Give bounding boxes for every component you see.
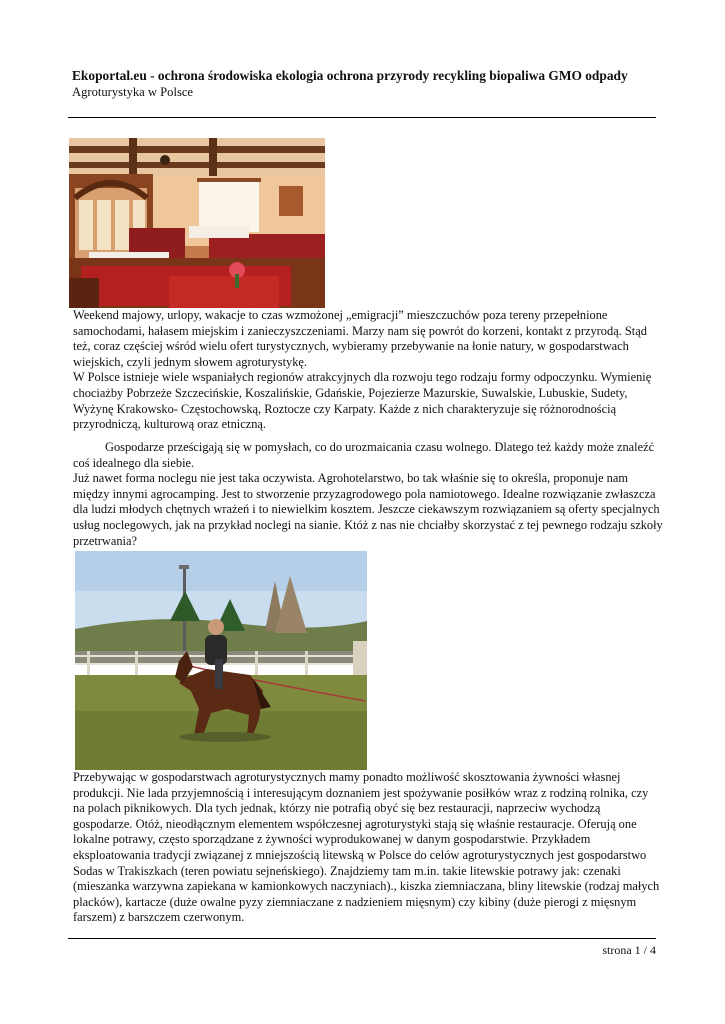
paragraph-2: W Polsce istnieje wiele wspaniałych regionów atrakcyjnych dla rozwoju tego rodzaju formy odpoczynku. Wymienię chociażby Pobrzeże Szczecińskie, Koszalińskie, Gdańskie, Pojezierze Mazurskie, Suwalskie, Lubuskie, Sudety, Wyżynę Krakowsko- Częstochowską, Roztocze czy Karpaty. Każde z nich charakteryzuje się różnorodnością przyrodniczą, kulturową oraz etniczną. [73, 370, 652, 432]
main-text [73, 440, 663, 549]
intro-text [73, 308, 663, 433]
restaurant-interior-photo [69, 138, 325, 308]
horse-riding-photo [75, 551, 367, 770]
article-title: Agroturystyka w Polsce [72, 85, 194, 99]
page-number: strona 1 / 4 [602, 943, 656, 957]
paragraph-5: Przebywając w gospodarstwach agroturystycznych mamy ponadto możliwość skosztowania żywności własnej produkcji. Nie lada przyjemnością i interesującym doznaniem jest spożywanie posiłków wraz z rodziną rolnika, czy na polach piknikowych. Dla tych jednak, którzy nie potrafią obyć się bez restauracji, naprzeciw wychodzą gospodarze. Otóż, nieodłącznym elementem współczesnej agroturystyki stają się właśnie restauracje. Oferują one lokalne potrawy, często sporządzane z żywności wyprodukowanej w danym gospodarstwie. Przykładem eksploatowania tradycji związanej z mniejszością litewską w Polsce do celów agroturystycznych jest gospodarstwo Sodas w Trakiszkach (teren powiatu sejneńskiego). Znajdziemy tam m.in. takie litewskie potrawy jak: czenaki (mieszanka warzywna zapiekana w kamionkowych naczyniach)., kiszka ziemniaczana, bliny litewskie (rodzaj małych placków), kartacze (duże owalne pyzy ziemniaczane z nadzieniem mięsnym) czy kibiny (duże pierogi z mięsnym farszem) z barszczem czerwonym. [73, 770, 660, 925]
paragraph-1: Weekend majowy, urlopy, wakacje to czas wzmożonej „emigracji” mieszczuchów poza tereny przepełnione samochodami, hałasem miejskim i zanieczyszczeniami. Marzy nam się powrót do korzeni, kontakt z przyrodą. Stąd też, coraz częściej wśród wielu ofert turystycznych, wybieramy przebywanie na łonie natury, w gospodarstwach wiejskich, czyli jednym słowem agroturystykę. [73, 308, 647, 369]
paragraph-3: Gospodarze prześcigają się w pomysłach, co do urozmaicania czasu wolnego. Dlatego też każdy może znaleźć coś idealnego dla siebie. [73, 440, 655, 470]
header-divider [68, 117, 656, 118]
site-title: Ekoportal.eu - ochrona środowiska ekologia ochrona przyrody recykling biopaliwa GMO odpady [72, 68, 628, 83]
footer-divider [68, 938, 656, 939]
closing-text [73, 770, 663, 926]
paragraph-4: Już nawet forma noclegu nie jest taka oczywista. Agrohotelarstwo, bo tak właśnie się to określa, proponuje nam między innymi agrocamping. Jest to stworzenie przyzagrodowego pola namiotowego. Idealne rozwiązanie zwłaszcza dla ludzi młodych chętnych wrażeń i to niewielkim kosztem. Jeszcze ciekawszym rozwiązaniem są oferty specjalnych usług noclegowych, jak na przykład noclegi na sianie. Któż z nas nie chciałby skorzystać z tej pewnego rodzaju szkoły przetrwania? [73, 471, 663, 548]
